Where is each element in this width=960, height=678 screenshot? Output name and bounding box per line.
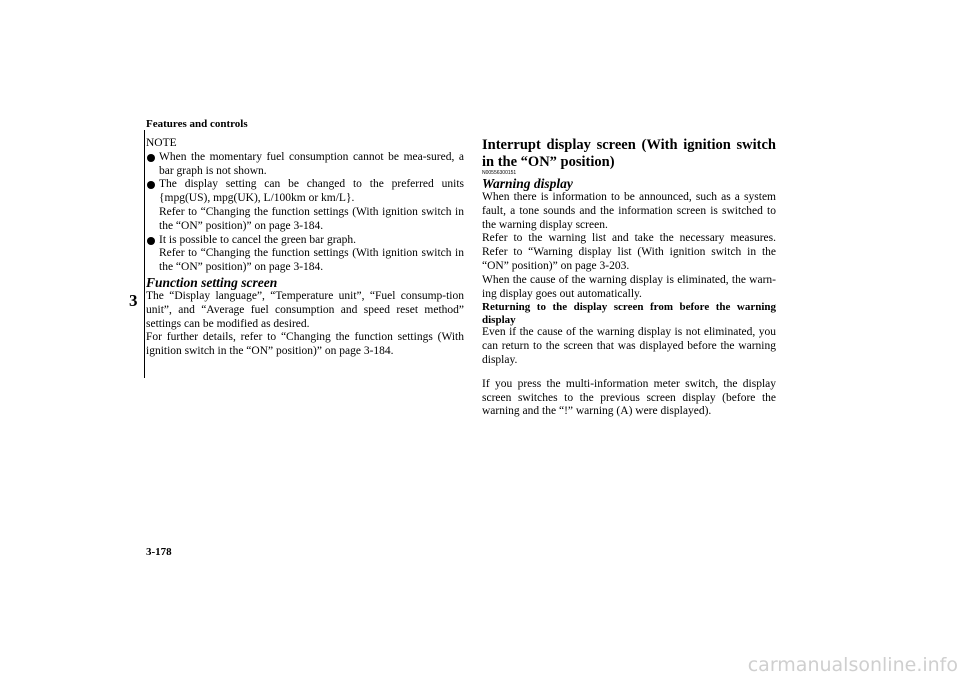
- running-header: Features and controls: [146, 118, 248, 130]
- note-bullet-item: [146, 178, 464, 233]
- section-title: Interrupt display screen (With ignition switch in the “ON” position): [482, 137, 776, 170]
- warning-paragraph: When there is information to be announced, such as a system fault, a tone sounds and the information screen is switched to the warning display screen.: [482, 191, 776, 231]
- chapter-tab-rule: [128, 130, 145, 378]
- note-bullet-item: [146, 151, 464, 179]
- note-bullet-text: It is possible to cancel the green bar graph.: [159, 233, 357, 246]
- note-bullet-item: [146, 234, 464, 275]
- reference-code: N00556300151: [482, 170, 517, 176]
- returning-paragraph: Even if the cause of the warning display is not eliminated, you can return to the screen that was displayed before the warning display.: [482, 326, 776, 366]
- right-column: [482, 137, 776, 419]
- note-bullet-reference: Refer to “Changing the function settings (With ignition switch in the “ON” position)” on page 3-184.: [159, 205, 464, 232]
- returning-heading: Returning to the display screen from before the warning display: [482, 301, 776, 326]
- warning-display-heading: Warning display: [482, 176, 573, 191]
- note-label: NOTE: [146, 137, 177, 149]
- note-bullet-text: The display setting can be changed to the preferred units {mpg(US), mpg(UK), L/100km or km/L}.: [159, 178, 464, 205]
- page-number: 3-178: [146, 546, 172, 558]
- bullet-dot-icon: [147, 181, 155, 189]
- warning-paragraph: When the cause of the warning display is eliminated, the warn-ing display goes out automatically.: [482, 273, 776, 300]
- chapter-number: 3: [129, 291, 138, 310]
- bullet-dot-icon: [147, 154, 155, 162]
- note-bullet-reference: Refer to “Changing the function settings (With ignition switch in the “ON” position)” on page 3-184.: [159, 247, 464, 274]
- warning-paragraph: Refer to the warning list and take the necessary measures. Refer to “Warning display list (With ignition switch in the “ON” position)” on page 3-203.: [482, 232, 776, 272]
- returning-paragraph: If you press the multi-information meter switch, the display screen switches to the previous screen display (before the warning and the “!” warning (A) were displayed).: [482, 377, 776, 418]
- bullet-dot-icon: [147, 237, 155, 245]
- function-setting-paragraph: For further details, refer to “Changing the function settings (With ignition switch in the “ON” position)” on page 3-184.: [146, 331, 464, 358]
- note-bullet-text: When the momentary fuel consumption cannot be mea-sured, a bar graph is not shown.: [159, 150, 464, 177]
- note-bullet-list: [146, 151, 464, 275]
- left-column: [146, 137, 464, 359]
- function-setting-heading: Function setting screen: [146, 274, 278, 290]
- watermark-text: carmanualsonline.info: [747, 654, 958, 676]
- function-setting-paragraph: The “Display language”, “Temperature unit”, “Fuel consump-tion unit”, and “Average fuel consumption and speed reset method” settings can be modified as desired.: [146, 289, 464, 330]
